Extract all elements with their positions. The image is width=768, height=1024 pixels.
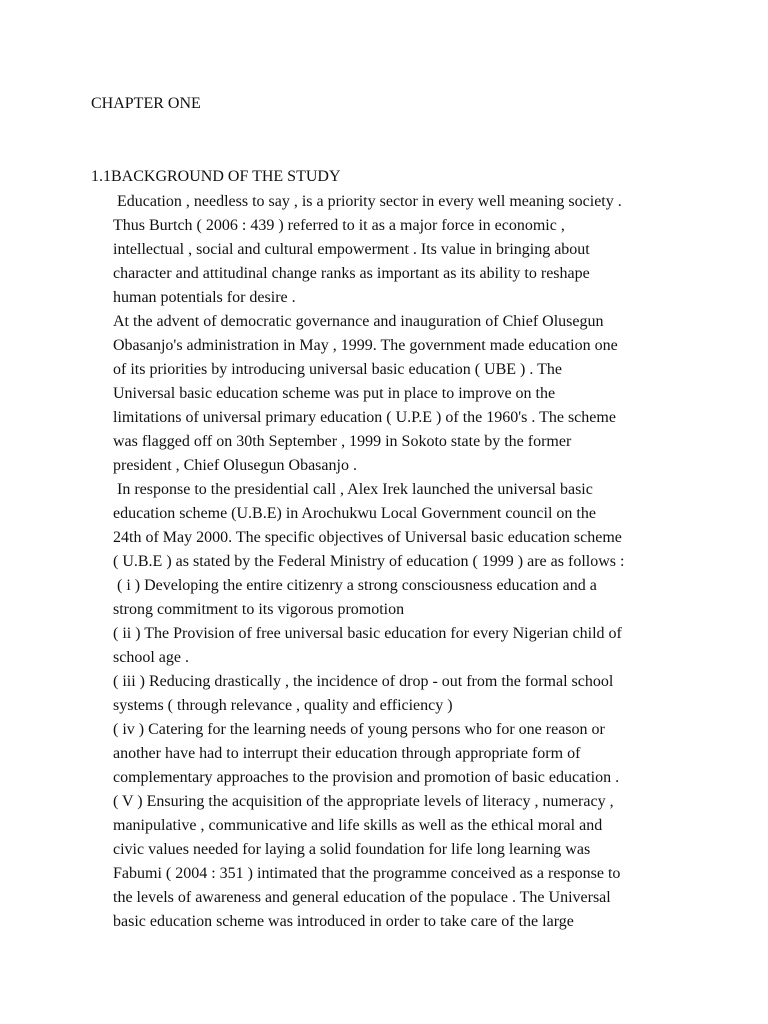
text-line: limitations of universal primary education ( U.P.E ) of the 1960's . The scheme [113,409,616,426]
text-line: At the advent of democratic governance and inauguration of Chief Olusegun [113,313,604,330]
text-line: another have had to interrupt their education through appropriate form of [113,745,581,762]
text-line: ( ii ) The Provision of free universal basic education for every Nigerian child of [113,625,622,642]
text-line: the levels of awareness and general education of the populace . The Universal [113,889,611,906]
text-line: ( iii ) Reducing drastically , the incidence of drop - out from the formal school [113,673,614,690]
text-line: basic education scheme was introduced in order to take care of the large [113,913,574,930]
body-text [113,190,693,934]
text-line: manipulative , communicative and life skills as well as the ethical moral and [113,817,603,834]
text-line: Fabumi ( 2004 : 351 ) intimated that the programme conceived as a response to [113,865,621,882]
text-line: school age . [113,649,189,666]
text-line: Education , needless to say , is a priority sector in every well meaning society . [113,193,622,210]
text-line: president , Chief Olusegun Obasanjo . [113,457,357,474]
text-line: complementary approaches to the provision and promotion of basic education . [113,769,620,786]
text-line: In response to the presidential call , Alex Irek launched the universal basic [113,481,593,498]
text-line: strong commitment to its vigorous promotion [113,601,405,618]
text-line: ( U.B.E ) as stated by the Federal Ministry of education ( 1999 ) are as follows : [113,553,625,570]
text-line: human potentials for desire . [113,289,296,306]
text-line: of its priorities by introducing universal basic education ( UBE ) . The [113,361,562,378]
text-line: ( V ) Ensuring the acquisition of the appropriate levels of literacy , numeracy , [113,793,614,810]
chapter-title: CHAPTER ONE [91,95,201,112]
text-line: ( i ) Developing the entire citizenry a strong consciousness education and a [113,577,597,594]
text-line: ( iv ) Catering for the learning needs of young persons who for one reason or [113,721,605,738]
text-line: education scheme (U.B.E) in Arochukwu Local Government council on the [113,505,596,522]
text-line: Obasanjo's administration in May , 1999. The government made education one [113,337,618,354]
text-line: systems ( through relevance , quality and efficiency ) [113,697,453,714]
text-line: Universal basic education scheme was put in place to improve on the [113,385,556,402]
text-line: Thus Burtch ( 2006 : 439 ) referred to it as a major force in economic , [113,217,565,234]
text-line: intellectual , social and cultural empowerment . Its value in bringing about [113,241,590,258]
section-title: 1.1BACKGROUND OF THE STUDY [91,168,341,185]
text-line: 24th of May 2000. The specific objectives of Universal basic education scheme [113,529,622,546]
text-line: was flagged off on 30th September , 1999 in Sokoto state by the former [113,433,572,450]
text-line: civic values needed for laying a solid foundation for life long learning was [113,841,591,858]
text-line: character and attitudinal change ranks as important as its ability to reshape [113,265,590,282]
